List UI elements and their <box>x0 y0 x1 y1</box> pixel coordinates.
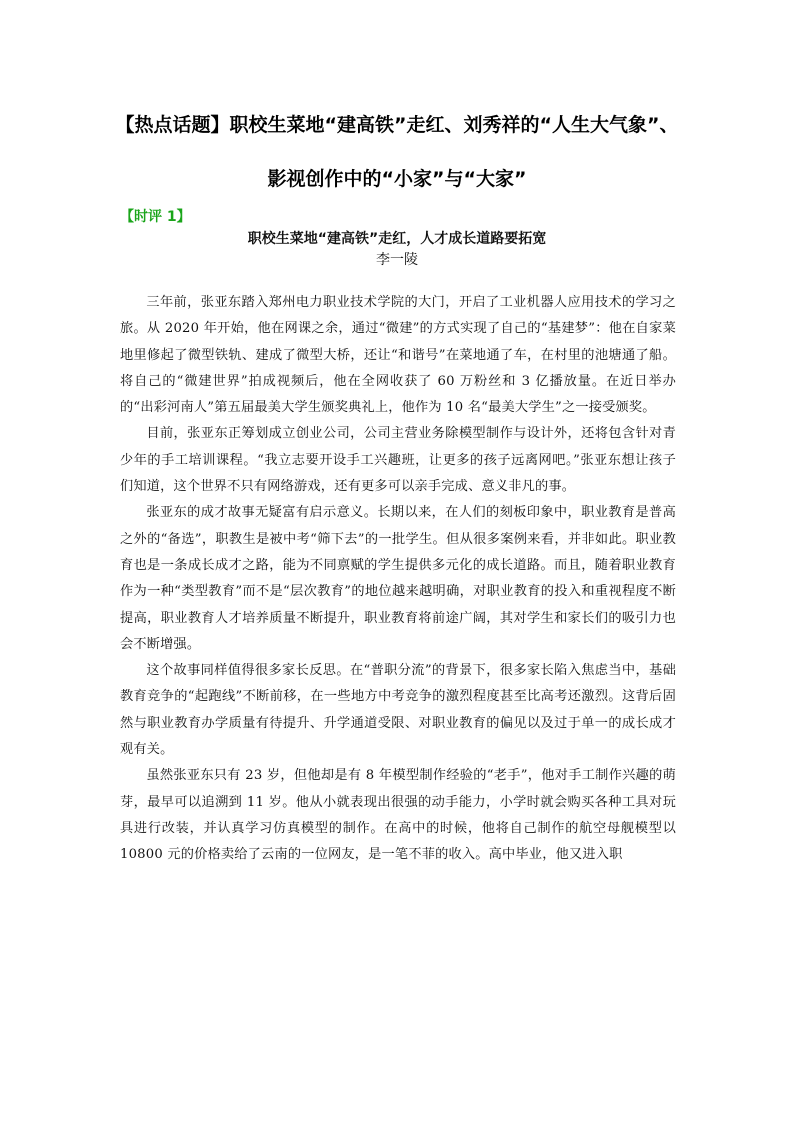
article-title: 职校生菜地“建高铁”走红，人才成长道路要拓宽 <box>247 231 547 247</box>
paragraph: 这个故事同样值得很多家长反思。在“普职分流”的背景下，很多家长陷入焦虑当中，基础教育竞争的“起跑线”不断前移，在一些地方中考竞争的激烈程度甚至比高考还激烈。这背后固然与职业教育办学质量有待提升、升学通道受限、对职业教育的偏见以及过于单一的成长成才观有关。 <box>120 663 676 758</box>
commentary-tag: 【时评 1】 <box>120 209 191 225</box>
paragraph: 目前，张亚东正筹划成立创业公司，公司主营业务除模型制作与设计外，还将包含针对青少年的手工培训课程。“我立志要开设手工兴趣班，让更多的孩子远离网吧。”张亚东想让孩子们知道，这个世界不只有网络游戏，还有更多可以亲手完成、意义非凡的事。 <box>120 426 676 495</box>
paragraph: 张亚东的成才故事无疑富有启示意义。长期以来，在人们的刻板印象中，职业教育是普高之外的“备选”，职教生是被中考“筛下去”的一批学生。但从很多案例来看，并非如此。职业教育也是一条成长成才之路，能为不同禀赋的学生提供多元化的成长道路。而且，随着职业教育作为一种“类型教育”而不是“层次教育”的地位越来越明确，对职业教育的投入和重视程度不断提高，职业教育人才培养质量不断提升，职业教育将前途广阔，其对学生和家长们的吸引力也会不断增强。 <box>120 505 676 652</box>
document-title <box>60 98 734 206</box>
article-body <box>120 290 676 869</box>
article-author: 李一陵 <box>376 252 418 268</box>
paragraph: 虽然张亚东只有 23 岁，但他却是有 8 年模型制作经验的“老手”，他对手工制作兴趣的萌芽，最早可以追溯到 11 岁。他从小就表现出很强的动手能力，小学时就会购买各种工具对玩具进行改装，并认真学习仿真模型的制作。在高中的时候，他将自己制作的航空母舰模型以 10800 元的价格卖给了云南的一位网友，是一笔不菲的收入。高中毕业，他又进入职 <box>120 768 676 863</box>
title-line-1: 【热点话题】职校生菜地“建高铁”走红、刘秀祥的“人生大气象”、 <box>115 114 679 136</box>
title-line-2: 影视创作中的“小家”与“大家” <box>267 168 527 190</box>
paragraph: 三年前，张亚东踏入郑州电力职业技术学院的大门，开启了工业机器人应用技术的学习之旅。从 2020 年开始，他在网课之余，通过“微建”的方式实现了自己的“基建梦”：他在自家菜地里修起了微型铁轨、建成了微型大桥，还让“和谐号”在菜地通了车，在村里的池塘通了船。将自己的“微建世界”拍成视频后，他在全网收获了 60 万粉丝和 3 亿播放量。在近日举办的“出彩河南人”第五届最美大学生颁奖典礼上，他作为 10 名“最美大学生”之一接受颁奖。 <box>120 295 676 416</box>
